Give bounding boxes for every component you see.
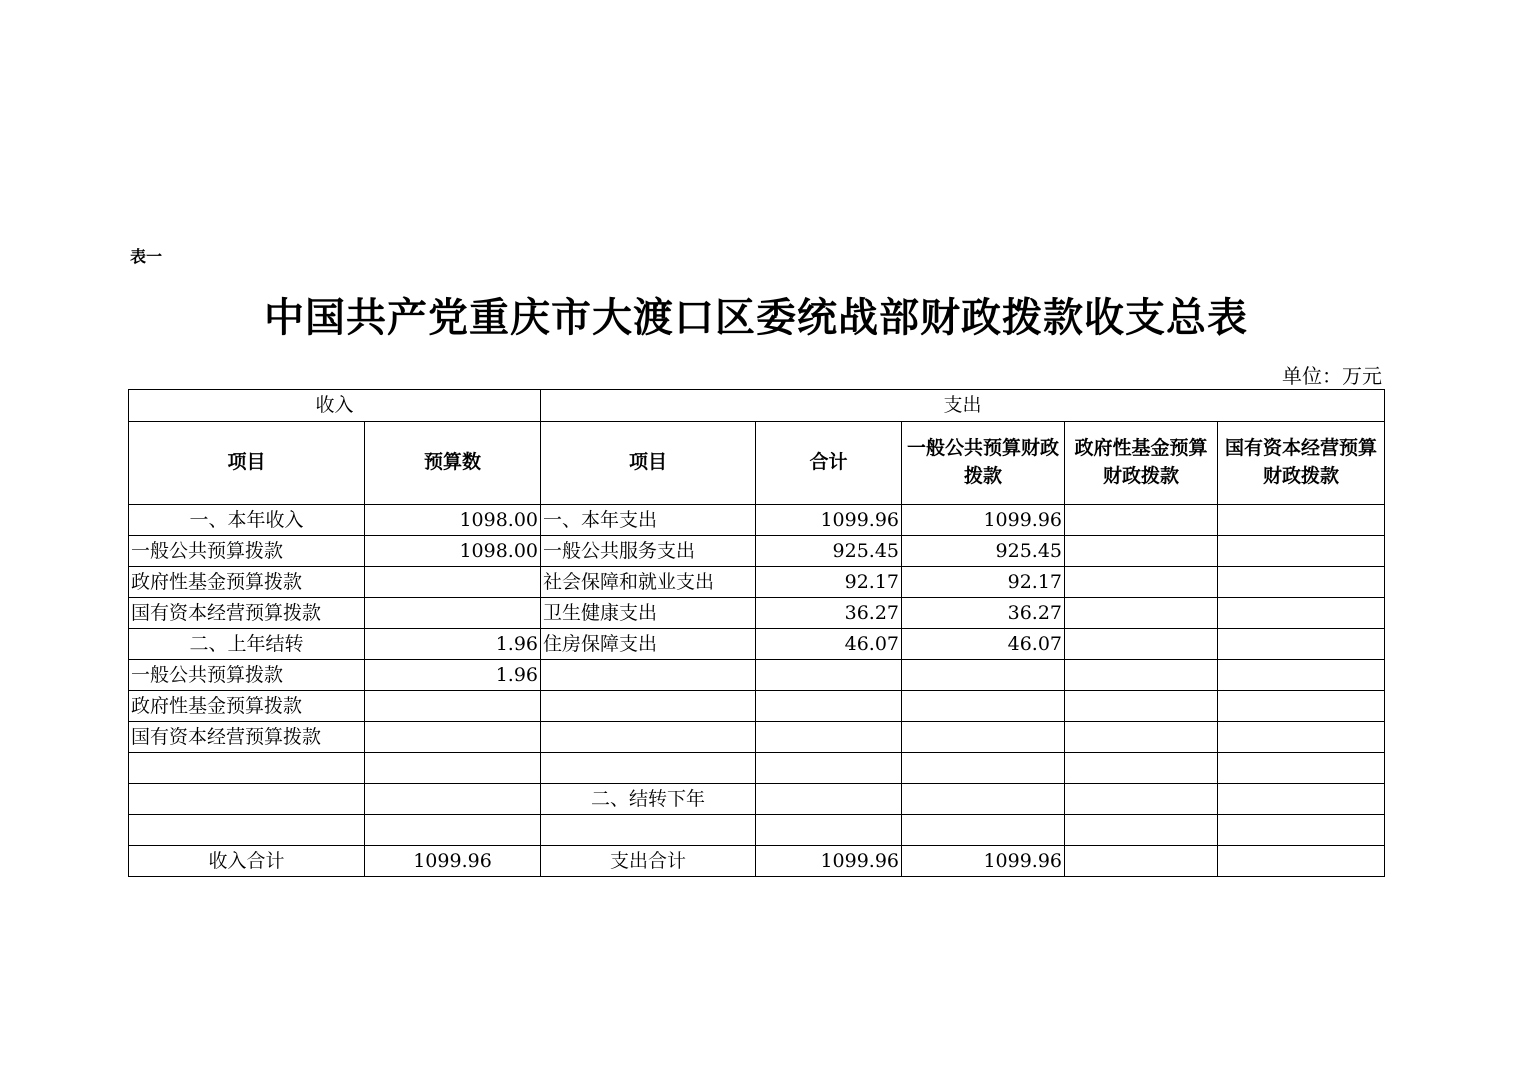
income-budget-cell bbox=[365, 567, 541, 598]
gov-fund-cell bbox=[1065, 815, 1218, 846]
expense-total-label: 支出合计 bbox=[541, 846, 756, 877]
table-row bbox=[129, 598, 1385, 629]
gov-fund-cell bbox=[1065, 629, 1218, 660]
table-row bbox=[129, 784, 1385, 815]
table-row bbox=[129, 815, 1385, 846]
general-budget-cell bbox=[902, 691, 1065, 722]
general-budget-cell bbox=[902, 753, 1065, 784]
state-capital-cell bbox=[1218, 598, 1385, 629]
state-capital-cell bbox=[1218, 505, 1385, 536]
total-cell: 36.27 bbox=[756, 598, 902, 629]
state-capital-cell bbox=[1218, 660, 1385, 691]
total-cell bbox=[756, 784, 902, 815]
expense-group-header: 支出 bbox=[541, 390, 1385, 422]
income-item-cell: 国有资本经营预算拨款 bbox=[129, 598, 365, 629]
income-item-cell bbox=[129, 753, 365, 784]
expense-item-cell bbox=[541, 660, 756, 691]
expense-item-cell: 一般公共服务支出 bbox=[541, 536, 756, 567]
income-item-cell: 一、本年收入 bbox=[129, 505, 365, 536]
income-budget-cell bbox=[365, 722, 541, 753]
gov-fund-cell bbox=[1065, 505, 1218, 536]
general-budget-cell bbox=[902, 722, 1065, 753]
state-capital-cell bbox=[1218, 691, 1385, 722]
expense-item-cell bbox=[541, 753, 756, 784]
unit-label: 单位：万元 bbox=[1282, 364, 1382, 388]
expense-total-value: 1099.96 bbox=[756, 846, 902, 877]
general-budget-cell bbox=[902, 784, 1065, 815]
gov-fund-cell bbox=[1065, 784, 1218, 815]
totals-row bbox=[129, 846, 1385, 877]
general-budget-cell: 36.27 bbox=[902, 598, 1065, 629]
gov-fund-cell bbox=[1065, 536, 1218, 567]
state-capital-cell bbox=[1218, 629, 1385, 660]
income-budget-cell: 1098.00 bbox=[365, 505, 541, 536]
income-budget-cell bbox=[365, 691, 541, 722]
expense-item-cell: 卫生健康支出 bbox=[541, 598, 756, 629]
income-item-cell: 二、上年结转 bbox=[129, 629, 365, 660]
budget-summary-table bbox=[128, 389, 1385, 877]
header-income-budget: 预算数 bbox=[365, 422, 541, 505]
table-number-label: 表一 bbox=[130, 247, 163, 266]
state-capital-cell bbox=[1218, 815, 1385, 846]
general-budget-total: 1099.96 bbox=[902, 846, 1065, 877]
expense-item-cell bbox=[541, 722, 756, 753]
document-title: 中国共产党重庆市大渡口区委统战部财政拨款收支总表 bbox=[264, 294, 1248, 341]
gov-fund-cell bbox=[1065, 722, 1218, 753]
header-gov-fund-budget: 政府性基金预算财政拨款 bbox=[1065, 422, 1218, 505]
general-budget-cell: 92.17 bbox=[902, 567, 1065, 598]
header-expense-item: 项目 bbox=[541, 422, 756, 505]
income-item-cell: 政府性基金预算拨款 bbox=[129, 567, 365, 598]
expense-item-cell: 住房保障支出 bbox=[541, 629, 756, 660]
expense-item-cell bbox=[541, 815, 756, 846]
general-budget-cell: 1099.96 bbox=[902, 505, 1065, 536]
expense-item-cell bbox=[541, 691, 756, 722]
table-row bbox=[129, 753, 1385, 784]
state-capital-cell bbox=[1218, 722, 1385, 753]
total-cell: 46.07 bbox=[756, 629, 902, 660]
table-row bbox=[129, 505, 1385, 536]
income-item-cell: 一般公共预算拨款 bbox=[129, 536, 365, 567]
total-cell: 92.17 bbox=[756, 567, 902, 598]
gov-fund-cell bbox=[1065, 567, 1218, 598]
state-capital-cell bbox=[1218, 567, 1385, 598]
total-cell: 925.45 bbox=[756, 536, 902, 567]
expense-item-cell: 社会保障和就业支出 bbox=[541, 567, 756, 598]
income-item-cell: 国有资本经营预算拨款 bbox=[129, 722, 365, 753]
header-total: 合计 bbox=[756, 422, 902, 505]
income-budget-cell: 1.96 bbox=[365, 660, 541, 691]
income-item-cell bbox=[129, 815, 365, 846]
state-capital-total bbox=[1218, 846, 1385, 877]
income-budget-cell bbox=[365, 753, 541, 784]
total-cell bbox=[756, 815, 902, 846]
general-budget-cell bbox=[902, 660, 1065, 691]
header-state-capital-budget: 国有资本经营预算财政拨款 bbox=[1218, 422, 1385, 505]
total-cell bbox=[756, 660, 902, 691]
general-budget-cell bbox=[902, 815, 1065, 846]
income-item-cell: 政府性基金预算拨款 bbox=[129, 691, 365, 722]
income-total-value: 1099.96 bbox=[365, 846, 541, 877]
general-budget-cell: 46.07 bbox=[902, 629, 1065, 660]
header-income-item: 项目 bbox=[129, 422, 365, 505]
gov-fund-cell bbox=[1065, 598, 1218, 629]
total-cell bbox=[756, 753, 902, 784]
table-row bbox=[129, 536, 1385, 567]
total-cell: 1099.96 bbox=[756, 505, 902, 536]
income-item-cell: 一般公共预算拨款 bbox=[129, 660, 365, 691]
income-budget-cell bbox=[365, 815, 541, 846]
table-row bbox=[129, 660, 1385, 691]
total-cell bbox=[756, 722, 902, 753]
income-budget-cell: 1.96 bbox=[365, 629, 541, 660]
table-row bbox=[129, 567, 1385, 598]
state-capital-cell bbox=[1218, 536, 1385, 567]
gov-fund-cell bbox=[1065, 691, 1218, 722]
column-header-row bbox=[129, 422, 1385, 505]
table-row bbox=[129, 691, 1385, 722]
general-budget-cell: 925.45 bbox=[902, 536, 1065, 567]
expense-item-cell: 一、本年支出 bbox=[541, 505, 756, 536]
income-budget-cell bbox=[365, 598, 541, 629]
gov-fund-total bbox=[1065, 846, 1218, 877]
gov-fund-cell bbox=[1065, 660, 1218, 691]
income-total-label: 收入合计 bbox=[129, 846, 365, 877]
gov-fund-cell bbox=[1065, 753, 1218, 784]
state-capital-cell bbox=[1218, 753, 1385, 784]
header-general-budget: 一般公共预算财政拨款 bbox=[902, 422, 1065, 505]
income-group-header: 收入 bbox=[129, 390, 541, 422]
group-header-row bbox=[129, 390, 1385, 422]
income-budget-cell: 1098.00 bbox=[365, 536, 541, 567]
income-budget-cell bbox=[365, 784, 541, 815]
table-row bbox=[129, 629, 1385, 660]
total-cell bbox=[756, 691, 902, 722]
state-capital-cell bbox=[1218, 784, 1385, 815]
table-row bbox=[129, 722, 1385, 753]
income-item-cell bbox=[129, 784, 365, 815]
expense-item-cell: 二、结转下年 bbox=[541, 784, 756, 815]
